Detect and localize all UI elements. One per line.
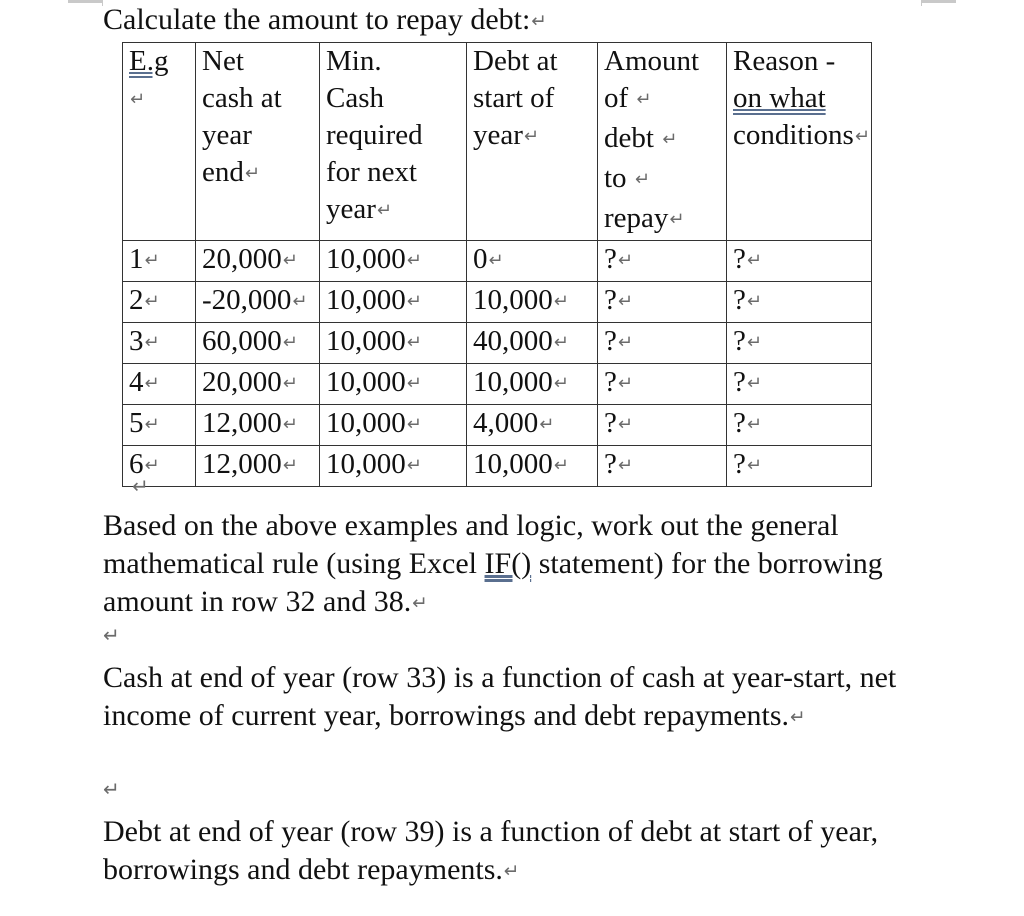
cell-amount-repay <box>598 405 727 446</box>
return-mark-icon: ↵ <box>662 129 678 150</box>
header-line: conditions <box>733 119 854 151</box>
cell-min-cash <box>320 241 467 282</box>
return-mark-icon: ↵ <box>144 373 160 394</box>
cell-text: ? <box>604 325 617 357</box>
cell-row-number <box>123 323 196 364</box>
page-corner-mark-left <box>68 0 102 3</box>
header-reason <box>727 43 872 241</box>
return-mark-icon: ↵ <box>617 455 633 476</box>
paragraph-text: Debt at end of year (row 39) is a function of debt at start of year, borrowings and debt repayments. <box>103 815 879 886</box>
cell-min-cash <box>320 323 467 364</box>
cell-row-number <box>123 364 196 405</box>
cell-text: 60,000 <box>202 325 282 357</box>
return-mark-icon: ↵ <box>617 250 633 271</box>
return-mark-icon: ↵ <box>282 373 298 394</box>
header-min-cash <box>320 43 467 241</box>
cell-net-cash <box>196 446 320 487</box>
paragraph-text: Cash at end of year (row 33) is a function of cash at year-start, net income of current year, borrowings and debt repayments. <box>103 661 897 732</box>
return-mark-icon: ↵ <box>282 332 298 353</box>
return-mark-icon: ↵ <box>746 455 762 476</box>
table-row <box>123 241 872 282</box>
header-amount-repay <box>598 43 727 241</box>
header-eg-text: E.g <box>129 45 169 77</box>
header-net-cash <box>196 43 320 241</box>
cell-reason <box>727 323 872 364</box>
return-mark-icon: ↵ <box>746 250 762 271</box>
page-corner-mark-right <box>922 0 956 3</box>
return-mark-icon: ↵ <box>412 593 428 614</box>
cell-debt-start <box>467 405 598 446</box>
cell-amount-repay <box>598 364 727 405</box>
header-line: year <box>326 193 376 225</box>
cell-net-cash <box>196 282 320 323</box>
header-line: on what <box>733 82 826 114</box>
return-mark-icon: ↵ <box>746 414 762 435</box>
return-mark-icon: ↵ <box>523 126 539 147</box>
cell-debt-start <box>467 323 598 364</box>
cell-debt-start <box>467 446 598 487</box>
return-mark-icon: ↵ <box>746 332 762 353</box>
return-mark-icon: ↵ <box>144 332 160 353</box>
cell-amount-repay <box>598 323 727 364</box>
cell-text: 10,000 <box>473 448 553 480</box>
cell-text: ? <box>604 407 617 439</box>
header-line: cash at <box>202 82 282 114</box>
return-mark-icon: ↵ <box>553 291 569 312</box>
cell-text: 40,000 <box>473 325 553 357</box>
paragraph-text: Based on the above examples and logic, work out the general mathematical rule (using Excel <box>103 509 839 580</box>
cell-text: ? <box>733 366 746 398</box>
cell-text: ? <box>733 284 746 316</box>
cell-text: 6 <box>129 448 144 480</box>
header-line: debt <box>604 122 654 154</box>
cell-amount-repay <box>598 446 727 487</box>
cell-net-cash <box>196 405 320 446</box>
return-mark-icon: ↵ <box>617 373 633 394</box>
cell-text: 10,000 <box>326 448 406 480</box>
header-debt-start <box>467 43 598 241</box>
return-mark-icon: ↵ <box>282 414 298 435</box>
return-mark-icon: ↵ <box>406 373 422 394</box>
header-line: Reason - <box>733 45 836 77</box>
return-mark-icon: ↵ <box>406 414 422 435</box>
return-mark-icon: ↵ <box>503 861 520 882</box>
return-mark-icon: ↵ <box>617 414 633 435</box>
return-mark-icon: ↵ <box>144 291 160 312</box>
return-mark-icon: ↵ <box>746 291 762 312</box>
cell-text: 10,000 <box>326 325 406 357</box>
header-line: year <box>202 119 252 151</box>
return-mark-icon: ↵ <box>617 332 633 353</box>
return-mark-icon: ↵ <box>282 250 298 271</box>
cell-text: 20,000 <box>202 366 282 398</box>
return-mark-icon: ↵ <box>669 209 685 230</box>
table-row <box>123 282 872 323</box>
cell-min-cash <box>320 405 467 446</box>
if-function-text: IF() <box>484 547 532 580</box>
return-mark-icon: ↵ <box>634 169 650 190</box>
cell-reason <box>727 405 872 446</box>
return-mark-icon: ↵ <box>553 332 569 353</box>
cell-reason <box>727 446 872 487</box>
cell-text: 10,000 <box>326 284 406 316</box>
header-line: to <box>604 162 627 194</box>
table-row <box>123 405 872 446</box>
return-mark-icon: ↵ <box>790 707 806 728</box>
cell-text: 10,000 <box>326 407 406 439</box>
cell-reason <box>727 241 872 282</box>
paragraph-debt-end <box>103 813 923 893</box>
header-line: for next <box>326 156 417 188</box>
header-line: start of <box>473 82 555 114</box>
debt-repayment-table <box>122 42 872 487</box>
return-mark-icon: ↵ <box>244 163 260 184</box>
cell-text: ? <box>733 325 746 357</box>
header-line: Cash <box>326 82 384 114</box>
table-body <box>123 241 872 487</box>
cell-amount-repay <box>598 282 727 323</box>
cell-debt-start <box>467 282 598 323</box>
cell-min-cash <box>320 446 467 487</box>
return-mark-icon: ↵ <box>553 455 569 476</box>
page-corner-mark-right-vertical <box>921 0 922 6</box>
cell-text: 2 <box>129 284 144 316</box>
cell-text: 10,000 <box>473 366 553 398</box>
return-mark-icon: ↵ <box>488 250 504 271</box>
header-line: Net <box>202 45 244 77</box>
table-row <box>123 364 872 405</box>
cell-net-cash <box>196 241 320 282</box>
cell-text: 5 <box>129 407 144 439</box>
return-mark-icon: ↵ <box>406 250 422 271</box>
cell-text: ? <box>604 448 617 480</box>
document-heading <box>103 2 547 42</box>
header-line: year <box>473 119 523 151</box>
header-line: Amount <box>604 45 700 77</box>
paragraph-instructions <box>103 507 923 625</box>
cell-text: 1 <box>129 243 144 275</box>
return-mark-icon: ↵ <box>746 373 762 394</box>
return-mark-icon: ↵ <box>376 200 392 221</box>
cell-text: 3 <box>129 325 144 357</box>
header-line: Debt at <box>473 45 558 77</box>
return-mark-icon: ↵ <box>130 89 146 110</box>
paragraph-cash-end <box>103 659 923 739</box>
cell-text: 10,000 <box>326 243 406 275</box>
header-line: Min. <box>326 45 382 77</box>
cell-text: ? <box>733 407 746 439</box>
cell-text: 10,000 <box>326 366 406 398</box>
cell-row-number <box>123 241 196 282</box>
return-mark-icon: ↵ <box>539 414 555 435</box>
return-mark-icon: ↵ <box>531 11 547 32</box>
cell-text: 0 <box>473 243 488 275</box>
return-mark-icon: ↵ <box>854 126 870 147</box>
return-mark-icon: ↵ <box>103 777 120 801</box>
cell-debt-start <box>467 364 598 405</box>
header-line: end <box>202 156 244 188</box>
cell-text: ? <box>604 243 617 275</box>
cell-text: 4,000 <box>473 407 539 439</box>
return-mark-icon: ↵ <box>617 291 633 312</box>
cell-net-cash <box>196 323 320 364</box>
header-eg <box>123 43 196 241</box>
return-mark-icon: ↵ <box>144 414 160 435</box>
header-line: required <box>326 119 423 151</box>
cell-amount-repay <box>598 241 727 282</box>
table-row <box>123 323 872 364</box>
cell-reason <box>727 282 872 323</box>
cell-text: 12,000 <box>202 407 282 439</box>
return-mark-icon: ↵ <box>144 250 160 271</box>
return-mark-icon: ↵ <box>103 623 120 647</box>
heading-text: Calculate the amount to repay debt: <box>103 3 531 36</box>
cell-debt-start <box>467 241 598 282</box>
paragraph-text: statement) for the borrowing amount in row 32 and 38. <box>103 547 883 618</box>
table-row <box>123 446 872 487</box>
cell-net-cash <box>196 364 320 405</box>
return-mark-icon: ↵ <box>144 455 160 476</box>
return-mark-icon: ↵ <box>406 455 422 476</box>
cell-text: 10,000 <box>473 284 553 316</box>
header-line: repay <box>604 202 669 234</box>
cell-text: ? <box>733 243 746 275</box>
cell-reason <box>727 364 872 405</box>
return-mark-icon: ↵ <box>132 474 149 498</box>
cell-text: 4 <box>129 366 144 398</box>
header-line: of <box>604 82 629 114</box>
cell-text: 12,000 <box>202 448 282 480</box>
cell-text: 20,000 <box>202 243 282 275</box>
cell-row-number <box>123 405 196 446</box>
return-mark-icon: ↵ <box>553 373 569 394</box>
return-mark-icon: ↵ <box>636 89 652 110</box>
cell-text: -20,000 <box>202 284 292 316</box>
return-mark-icon: ↵ <box>406 332 422 353</box>
cell-text: ? <box>733 448 746 480</box>
return-mark-icon: ↵ <box>406 291 422 312</box>
cell-text: ? <box>604 284 617 316</box>
return-mark-icon: ↵ <box>292 291 308 312</box>
table-header-row <box>123 43 872 241</box>
cell-text: ? <box>604 366 617 398</box>
cell-min-cash <box>320 282 467 323</box>
cell-row-number <box>123 282 196 323</box>
return-mark-icon: ↵ <box>282 455 298 476</box>
cell-min-cash <box>320 364 467 405</box>
